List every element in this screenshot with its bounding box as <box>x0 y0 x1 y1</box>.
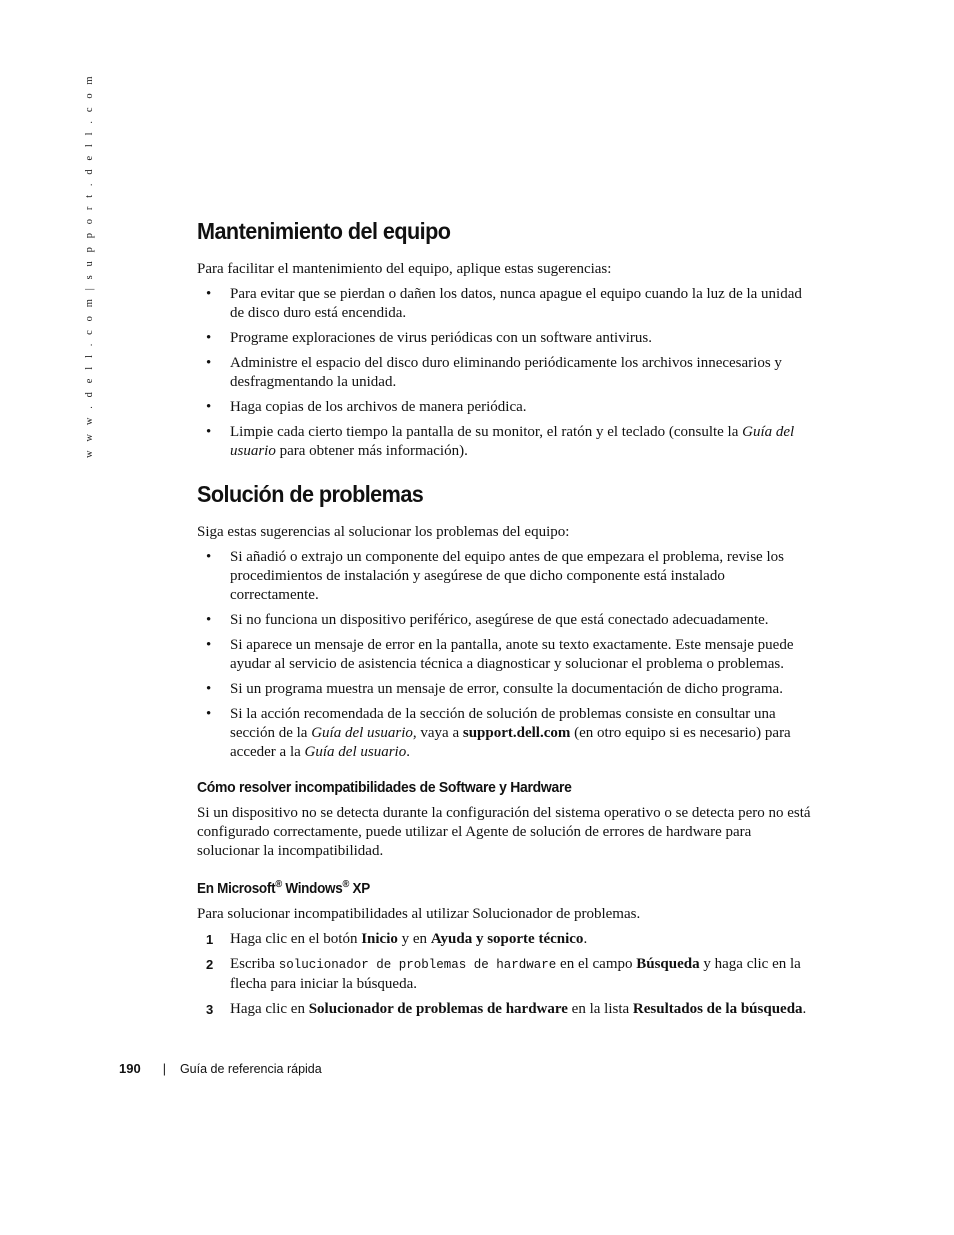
support-link[interactable]: support.dell.com <box>462 725 571 741</box>
bullet-icon: • <box>206 424 212 440</box>
subsection-title: Cómo resolver incompatibilidades de Software y Hardware <box>197 779 572 796</box>
bullet-icon: • <box>206 399 212 415</box>
step-number: 2 <box>206 956 214 972</box>
page-number: 190 <box>119 1061 141 1076</box>
bullet-list <box>197 285 817 461</box>
footer-title: Guía de referencia rápida <box>179 1062 322 1076</box>
list-item: • Limpie cada cierto tiempo la pantalla de su monitor, el ratón y el teclado (consulte la Guía del usuario para obtener más información). <box>206 424 795 459</box>
section-intro: Siga estas sugerencias al solucionar los problemas del equipo: <box>197 524 570 540</box>
page-content <box>197 216 817 1025</box>
list-item: • Si aparece un mensaje de error en la pantalla, anote su texto exactamente. Este mensaje puede ayudar al servicio de asistencia técnica a diagnosticar y solucionar el problema o problemas. <box>206 637 794 672</box>
footer-separator: | <box>162 1062 166 1076</box>
step-item: 1 Haga clic en el botón Inicio y en Ayuda y soporte técnico. <box>206 930 588 947</box>
list-item: • Haga copias de los archivos de manera periódica. <box>206 399 527 415</box>
bullet-icon: • <box>206 637 212 653</box>
windows-subsection-title: En Microsoft® Windows® XP <box>197 879 370 897</box>
step-number: 1 <box>206 931 214 947</box>
step-number: 3 <box>206 1001 214 1017</box>
steps-list <box>197 930 817 1019</box>
section-title-maintenance: Mantenimiento del equipo <box>197 218 451 244</box>
list-item: • Programe exploraciones de virus periódicas con un software antivirus. <box>206 330 652 346</box>
list-item: • Si la acción recomendada de la sección de solución de problemas consiste en consultar una sección de la Guía del usuario, vaya a support.dell.com (en otro equipo si es necesario) para acceder a la Guía del usuario. <box>206 706 791 760</box>
list-item: • Para evitar que se pierdan o dañen los datos, nunca apague el equipo cuando la luz de la unidad de disco duro está encendida. <box>206 286 802 321</box>
section-intro: Para facilitar el mantenimiento del equipo, aplique estas sugerencias: <box>197 261 612 277</box>
bullet-icon: • <box>206 612 212 628</box>
subsection-text: Si un dispositivo no se detecta durante la configuración del sistema operativo o se detecta pero no está configurado correctamente, puede utilizar el Agente de solución de errores de hardware para solucionar la incompatibilidad. <box>197 805 811 859</box>
step-item: 3 Haga clic en Solucionador de problemas de hardware en la lista Resultados de la búsqueda. <box>206 1000 807 1017</box>
step-item: 2 Escriba solucionador de problemas de hardware en el campo Búsqueda y haga clic en la flecha para iniciar la búsqueda. <box>206 955 801 992</box>
bullet-icon: • <box>206 706 212 722</box>
bullet-icon: • <box>206 681 212 697</box>
bullet-icon: • <box>206 355 212 371</box>
list-item: • Si añadió o extrajo un componente del equipo antes de que empezara el problema, revise los procedimientos de instalación y asegúrese de que dicho componente está instalado correctamente. <box>206 549 784 603</box>
list-item: • Administre el espacio del disco duro eliminando periódicamente los archivos innecesarios y desfragmentando la unidad. <box>206 355 782 390</box>
bullet-icon: • <box>206 330 212 346</box>
windows-intro: Para solucionar incompatibilidades al utilizar Solucionador de problemas. <box>197 905 641 922</box>
section-title-troubleshooting: Solución de problemas <box>197 481 424 507</box>
bullet-icon: • <box>206 286 212 302</box>
page-footer <box>119 1061 322 1076</box>
side-url: w w w . d e l l . c o m | s u p p o r t . d e l l . c o m <box>84 73 95 458</box>
list-item: • Si no funciona un dispositivo periférico, asegúrese de que está conectado adecuadamente. <box>206 612 769 628</box>
search-term: solucionador de problemas de hardware <box>278 957 557 972</box>
bullet-icon: • <box>206 549 212 565</box>
list-item: • Si un programa muestra un mensaje de error, consulte la documentación de dicho programa. <box>206 681 783 697</box>
bullet-list <box>197 548 817 762</box>
